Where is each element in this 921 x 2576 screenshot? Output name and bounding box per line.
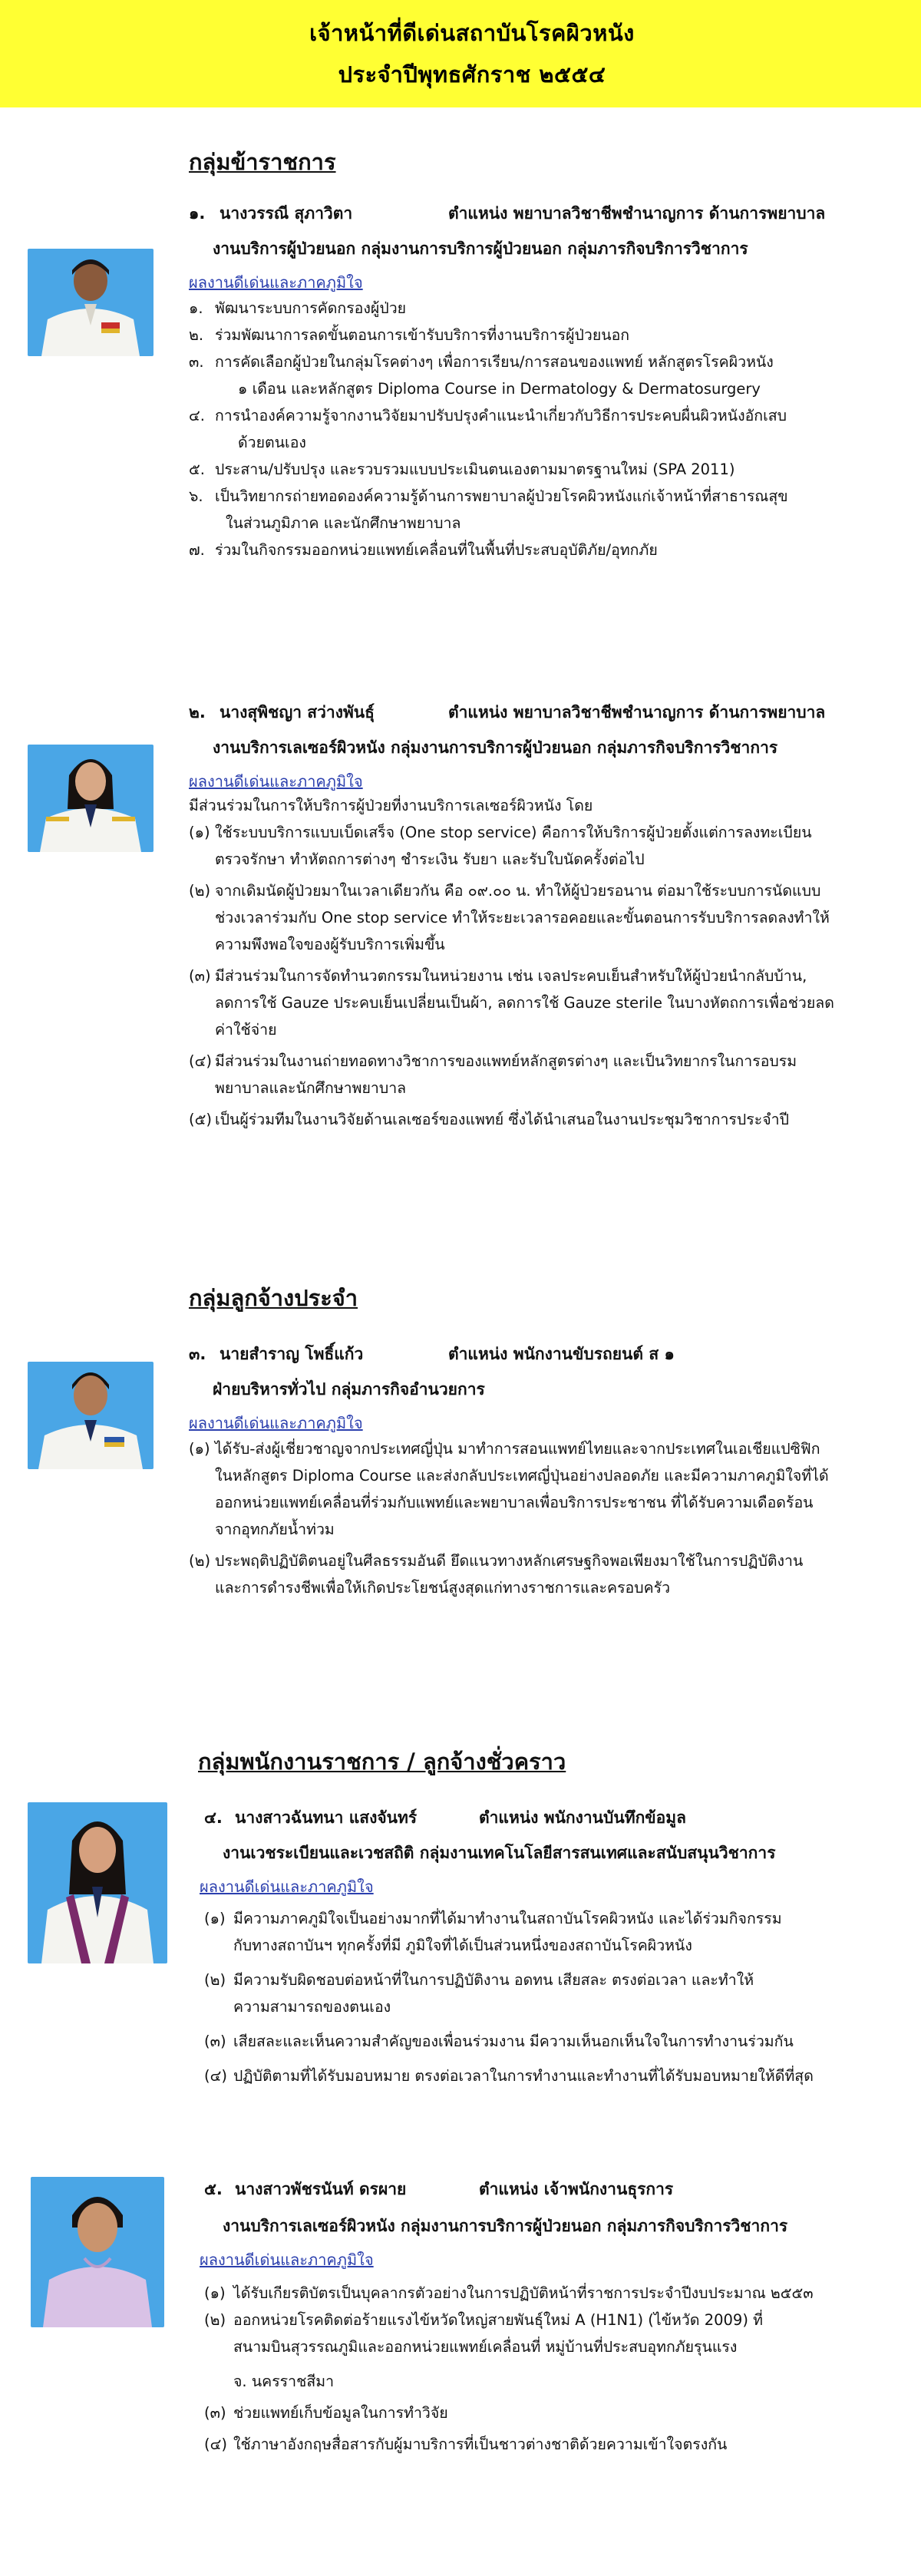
banner-year: ประจำปีพุทธศักราช ๒๕๕๔ [338,61,606,88]
staff-name: นางสาวฉันทนา แสงจันทร์ [235,1808,418,1827]
achievement-item: ๔. การนำองค์ความรู้จากงานวิจัยมาปรับปรุงคำแนะนำเกี่ยวกับวิธีการประคบผื่นผิวหนังอักเสบ ด้วยตนเอง [189,407,787,451]
staff-photo-3 [28,1362,154,1469]
portrait-image [28,1362,154,1469]
achievement-item: (๔) มีส่วนร่วมในงานถ่ายทอดทางวิชาการของแพทย์หลักสูตรต่างๆ และเป็นวิทยากรในการอบรม พยาบาลและนักศึกษาพยาบาล [189,1052,797,1097]
staff-number: ๑. [189,204,206,223]
achievement-item: (๓) ช่วยแพทย์เก็บข้อมูลในการทำวิจัย [204,2404,448,2422]
banner-title: เจ้าหน้าที่ดีเด่นสถาบันโรคผิวหนัง [309,20,635,46]
achievement-item: (๓) มีส่วนร่วมในการจัดทำนวตกรรมในหน่วยงาน เช่น เจลประคบเย็นสำหรับให้ผู้ป่วยนำกลับบ้าน, ลดการใช้ Gauze ประคบเย็นเปลี่ยนเป็นผ้า, ลดการใช้ Gauze sterile ในบางหัตถการเพื่อช่วยลด ค่าใช้จ่าย [189,967,834,1039]
achievement-item: (๔) ปฏิบัติตามที่ได้รับมอบหมาย ตรงต่อเวลาในการทำงานและทำงานที่ได้รับมอบหมายให้ดีที่สุด [204,2067,814,2085]
achievement-item: ๒. ร่วมพัฒนาการลดขั้นตอนการเข้ารับบริการที่งานบริการผู้ป่วยนอก [189,326,630,344]
achievement-item: (๑) ได้รับ-ส่งผู้เชี่ยวชาญจากประเทศญี่ปุ่น มาทำการสอนแพทย์ไทยและจากประเทศในเอเชียแปซิฟิก ในหลักสูตร Diploma Course และส่งกลับประเทศญี่ปุ่นอย่างปลอดภัย และมีความภาคภูมิใจที่ได้ ออกหน่วยแพทย์เคลื่อนที่ร่วมกับแพทย์และพยาบาลเพื่อบริการประชาชน ที่ได้รับความเดือดร้อน จากอุทกภัยน้ำท่วม [189,1440,829,1538]
staff-unit: งานเวชระเบียนและเวชสถิติ กลุ่มงานเทคโนโลยีสารสนเทศและสนับสนุนวิชาการ [223,1844,776,1862]
achievement-item: (๓) เสียสละและเห็นความสำคัญของเพื่อนร่วมงาน มีความเห็นอกเห็นใจในการทำงานร่วมกัน [204,2033,794,2050]
achievements-heading: ผลงานดีเด่นและภาคภูมิใจ [189,273,363,292]
achievement-list [189,1435,829,1601]
achievements-heading: ผลงานดีเด่นและภาคภูมิใจ [200,2251,374,2269]
achievement-item: (๒) จากเดิมนัดผู้ป่วยมาในเวลาเดียวกัน คือ ๐๙.๐๐ น. ทำให้ผู้ป่วยรอนาน ต่อมาใช้ระบบการนัดแบบ ช่วงเวลาร่วมกับ One stop service ทำให้ระยะเวลารอคอยและขั้นตอนการรับบริการลดลงทำให้ ความพึงพอใจของผู้รับบริการเพิ่มขึ้น [189,882,830,953]
achievement-item: ๖. เป็นวิทยากรถ่ายทอดองค์ความรู้ด้านการพยาบาลผู้ป่วยโรคผิวหนังแก่เจ้าหน้าที่สาธารณสุข ในส่วนภูมิภาค และนักศึกษาพยาบาล [189,487,788,532]
portrait-image [28,745,154,852]
staff-position: ตำแหน่ง พยาบาลวิชาชีพชำนาญการ ด้านการพยาบาล [448,204,826,223]
achievement-item: (๒) ประพฤติปฏิบัติตนอยู่ในศีลธรรมอันดี ยึดแนวทางหลักเศรษฐกิจพอเพียงมาใช้ในการปฏิบัติงาน และการดำรงชีพเพื่อให้เกิดประโยชน์สูงสุดแก่ทางราชการและครอบครัว [189,1552,804,1597]
portrait-image [31,2177,164,2327]
achievement-list [189,792,834,1133]
staff-position: ตำแหน่ง เจ้าพนักงานธุรการ [479,2180,674,2198]
achievement-list [204,2280,814,2458]
achievement-item: ๑. พัฒนาระบบการคัดกรองผู้ป่วย [189,299,407,317]
achievement-item: (๑) ใช้ระบบบริการแบบเบ็ดเสร็จ (One stop service) คือการให้บริการผู้ป่วยตั้งแต่การลงทะเบียน ตรวจรักษา ทำหัตถการต่างๆ ชำระเงิน รับยา และรับใบนัดครั้งต่อไป [189,824,812,868]
achievement-item: (๒) ออกหน่วยโรคติดต่อร้ายแรงไข้หวัดใหญ่สายพันธุ์ใหม่ A (H1N1) (ไข้หวัด 2009) ที่ สนามบินสุวรรณภูมิและออกหน่วยแพทย์เคลื่อนที่ หมู่บ้านที่ประสบอุทกภัยรุนแรง จ. นครราชสีมา [204,2311,763,2390]
achievements-heading: ผลงานดีเด่นและภาคภูมิใจ [189,772,363,791]
staff-position: ตำแหน่ง พนักงานขับรถยนต์ ส ๑ [448,1345,675,1363]
achievement-item: (๒) มีความรับผิดชอบต่อหน้าที่ในการปฏิบัติงาน อดทน เสียสละ ตรงต่อเวลา และทำให้ ความสามารถของตนเอง [204,1971,754,2016]
staff-name: นางวรรณี สุภาวิตา [220,204,353,223]
staff-position: ตำแหน่ง พนักงานบันทึกข้อมูล [479,1808,686,1827]
staff-unit: งานบริการผู้ป่วยนอก กลุ่มงานการบริการผู้ป่วยนอก กลุ่มภารกิจบริการวิชาการ [213,239,748,258]
staff-name: นางสุพิชญา สว่างพันธุ์ [220,703,375,722]
staff-unit: งานบริการเลเซอร์ผิวหนัง กลุ่มงานการบริการผู้ป่วยนอก กลุ่มภารกิจบริการวิชาการ [223,2217,788,2235]
staff-name-row-1 [189,201,826,226]
staff-position: ตำแหน่ง พยาบาลวิชาชีพชำนาญการ ด้านการพยาบาล [448,703,826,722]
group-heading-permanent-employees: กลุ่มลูกจ้างประจำ [189,1285,358,1311]
achievement-intro: มีส่วนร่วมในการให้บริการผู้ป่วยที่งานบริการเลเซอร์ผิวหนัง โดย [189,797,593,814]
portrait-image [28,1802,167,1963]
group-heading-temporary-employees: กลุ่มพนักงานราชการ / ลูกจ้างชั่วคราว [198,1749,566,1775]
staff-number: ๓. [189,1345,206,1363]
achievement-list [204,1905,814,2089]
achievements-heading: ผลงานดีเด่นและภาคภูมิใจ [189,1414,363,1432]
staff-name: นางสาวพัชรนันท์ ดรผาย [235,2180,407,2198]
staff-photo-2 [28,745,154,852]
staff-photo-5 [31,2177,164,2327]
achievement-list [189,295,788,563]
staff-unit: งานบริการเลเซอร์ผิวหนัง กลุ่มงานการบริการผู้ป่วยนอก กลุ่มภารกิจบริการวิชาการ [213,738,778,757]
group-heading-civil-servants: กลุ่มข้าราชการ [189,149,336,175]
staff-name-row-2 [189,700,826,725]
achievement-item: ๗. ร่วมในกิจกรรมออกหน่วยแพทย์เคลื่อนที่ในพื้นที่ประสบอุบัติภัย/อุทกภัย [189,541,658,559]
staff-name: นายสำราญ โพธิ์แก้ว [220,1345,364,1363]
achievement-item: (๕) เป็นผู้ร่วมทีมในงานวิจัยด้านเลเซอร์ของแพทย์ ซึ่งได้นำเสนอในงานประชุมวิชาการประจำปี [189,1111,789,1128]
staff-number: ๔. [204,1808,223,1827]
staff-name-row-4 [204,1805,686,1831]
staff-photo-1 [28,249,154,356]
achievements-heading: ผลงานดีเด่นและภาคภูมิใจ [200,1878,374,1896]
achievement-item: ๕. ประสาน/ปรับปรุง และรวบรวมแบบประเมินตนเองตามมาตรฐานใหม่ (SPA 2011) [189,461,735,478]
achievement-item: ๓. การคัดเลือกผู้ป่วยในกลุ่มโรคต่างๆ เพื่อการเรียน/การสอนของแพทย์ หลักสูตรโรคผิวหนัง ๑ เดือน และหลักสูตร Diploma Course in Dermatology & Dermatosurgery [189,353,774,398]
staff-name-row-5 [204,2177,674,2202]
staff-number: ๒. [189,703,206,722]
achievement-item: (๔) ใช้ภาษาอังกฤษสื่อสารกับผู้มาบริการที่เป็นชาวต่างชาติด้วยความเข้าใจตรงกัน [204,2436,728,2453]
staff-photo-4 [28,1802,167,1963]
achievement-item: (๑) ได้รับเกียรติบัตรเป็นบุคลากรตัวอย่างในการปฏิบัติหน้าที่ราชการประจำปีงบประมาณ ๒๕๕๓ [204,2284,814,2302]
staff-number: ๕. [204,2180,223,2198]
title-banner [0,0,921,107]
achievement-item: (๑) มีความภาคภูมิใจเป็นอย่างมากที่ได้มาทำงานในสถาบันโรคผิวหนัง และได้ร่วมกิจกรรม กับทางสถาบันฯ ทุกครั้งที่มี ภูมิใจที่ได้เป็นส่วนหนึ่งของสถาบันโรคผิวหนัง [204,1910,782,1954]
portrait-image [28,249,154,356]
staff-unit: ฝ่ายบริหารทั่วไป กลุ่มภารกิจอำนวยการ [213,1380,485,1399]
staff-name-row-3 [189,1342,675,1367]
